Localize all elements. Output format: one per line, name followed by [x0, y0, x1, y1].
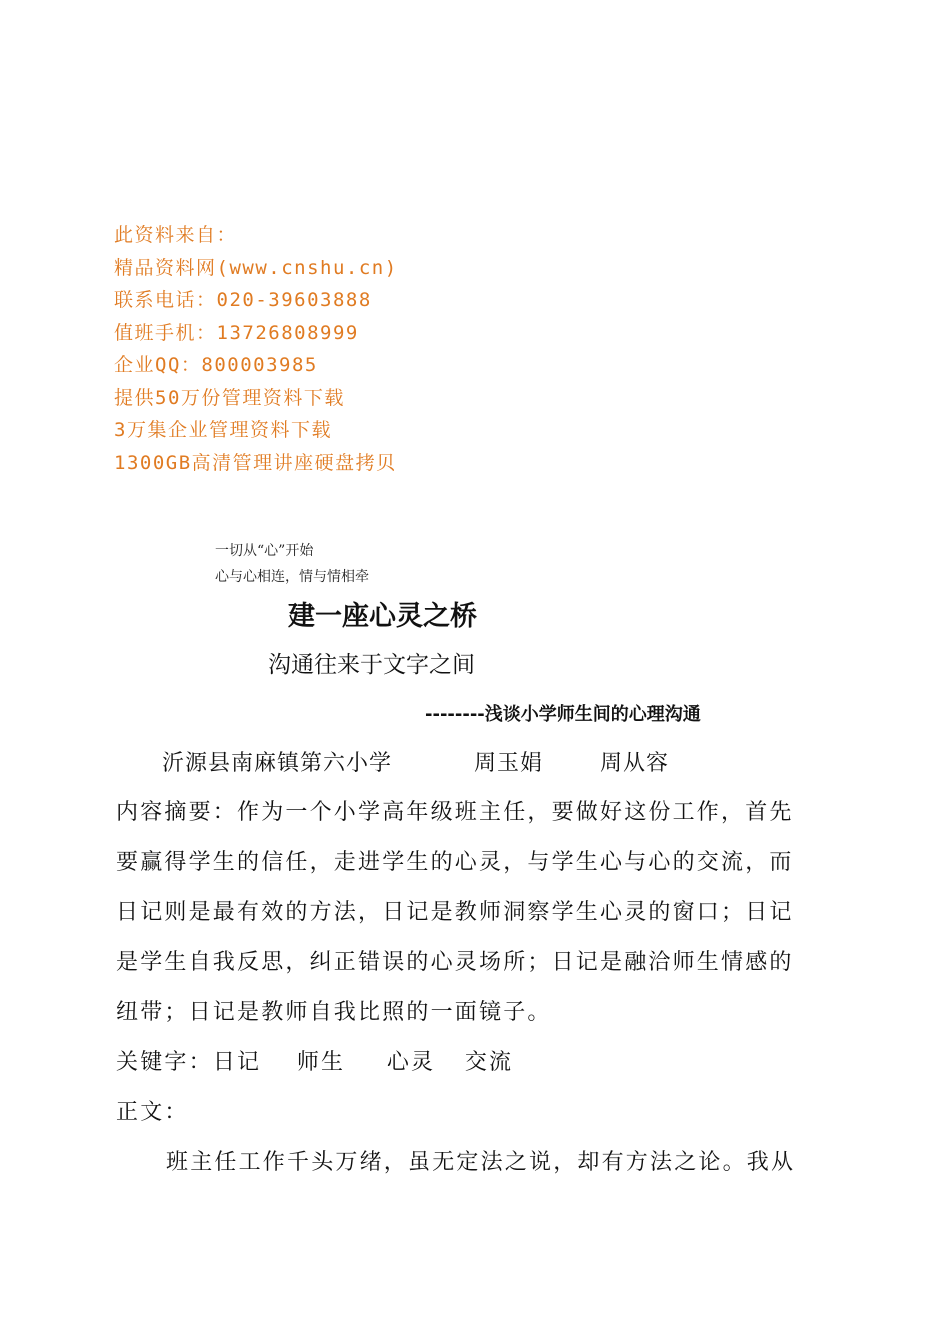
abstract-line: 日记则是最有效的方法，日记是教师洞察学生心灵的窗口；日记: [116, 900, 794, 925]
keywords-label: 关键字：: [116, 1050, 213, 1075]
source-mobile-line: 值班手机：13726808999: [114, 321, 359, 344]
author-name-1: 周玉娟: [474, 751, 544, 776]
source-line: 提供50万份管理资料下载: [114, 386, 345, 409]
source-phone-line: 联系电话：020-39603888: [114, 289, 372, 311]
keyword: 心灵: [386, 1050, 436, 1075]
source-qq-line: 企业QQ：800003985: [114, 354, 318, 376]
author-line: [162, 746, 669, 777]
abstract-line: 纽带；日记是教师自我比照的一面镜子。: [116, 1000, 552, 1025]
article-body: [116, 788, 838, 1188]
keyword: 交流: [464, 1050, 514, 1075]
source-website-line: 精品资料网(www.cnshu.cn): [114, 256, 398, 279]
abstract-line: 内容摘要：作为一个小学高年级班主任，要做好这份工作，首先: [116, 800, 794, 825]
motto-line-2: 心与心相连，情与情相牵: [215, 569, 369, 585]
keyword: 日记: [212, 1050, 262, 1075]
keyword: 师生: [296, 1050, 346, 1075]
motto-line-1: 一切从“心”开始: [215, 543, 314, 559]
keywords-line: [116, 1038, 838, 1088]
author-name-2: 周从容: [600, 751, 670, 776]
article-title: 建一座心灵之桥: [288, 601, 477, 632]
abstract-line: 是学生自我反思，纠正错误的心灵场所；日记是融洽师生情感的: [116, 950, 794, 975]
abstract-line: 要赢得学生的信任，走进学生的心灵，与学生心与心的交流，而: [116, 850, 794, 875]
body-label: 正文：: [116, 1100, 189, 1125]
source-line: 此资料来自：: [114, 224, 238, 246]
source-line: 1300GB高清管理讲座硬盘拷贝: [114, 451, 397, 474]
author-school: 沂源县南麻镇第六小学: [162, 751, 393, 776]
source-info-block: [114, 219, 634, 479]
article-subtitle: 沟通往来于文字之间: [268, 652, 475, 678]
source-line: 3万集企业管理资料下载: [114, 419, 332, 441]
body-paragraph-line: 班主任工作千头万绪，虽无定法之说，却有方法之论。我从: [166, 1150, 796, 1175]
article-subheading: --------浅谈小学师生间的心理沟通: [425, 704, 701, 725]
